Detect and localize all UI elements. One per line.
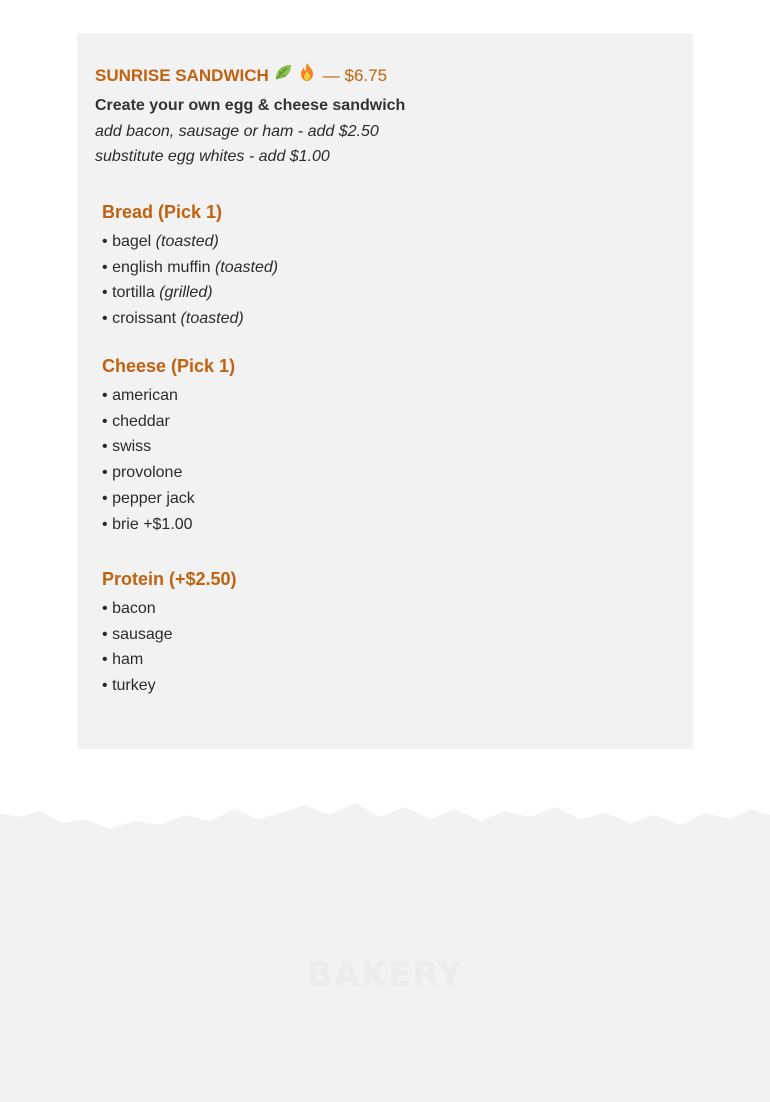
addon-meat: add bacon, sausage or ham - add $2.50 (95, 122, 379, 140)
list-item: • tortilla (grilled) (102, 284, 213, 302)
section-title-cheese: Cheese (Pick 1) (102, 356, 236, 376)
bread-section (102, 199, 278, 332)
list-item: • english muffin (toasted) (102, 258, 279, 276)
list-item: • ham (102, 651, 144, 669)
list-item: • croissant (toasted) (102, 310, 244, 328)
footer-logo: BAKERY (306, 955, 464, 995)
leaf-icon (273, 62, 293, 82)
item-title (95, 63, 387, 89)
fire-icon (297, 62, 317, 82)
brush-edge-decoration (0, 795, 770, 1102)
bread-list (102, 229, 278, 332)
cheese-list (102, 383, 235, 537)
section-title-protein: Protein (+$2.50) (102, 569, 237, 589)
item-name: SUNRISE SANDWICH (95, 66, 269, 85)
item-description: Create your own egg & cheese sandwich (95, 97, 406, 114)
menu-card (77, 33, 693, 749)
protein-list (102, 596, 237, 699)
list-item: • swiss (102, 438, 152, 456)
list-item: • turkey (102, 677, 156, 695)
footer (0, 795, 770, 1102)
list-item: • provolone (102, 464, 183, 482)
list-item: • pepper jack (102, 489, 195, 507)
item-price: — $6.75 (322, 66, 388, 85)
list-item: • cheddar (102, 412, 170, 430)
addon-egg-whites: substitute egg whites - add $1.00 (95, 148, 330, 165)
protein-section (102, 566, 237, 699)
list-item: • bacon (102, 600, 156, 617)
list-item: • brie +$1.00 (102, 515, 193, 533)
list-item: • american (102, 387, 178, 404)
section-title-bread: Bread (Pick 1) (102, 202, 223, 222)
cheese-section (102, 353, 235, 537)
list-item: • bagel (toasted) (102, 233, 219, 250)
item-description-block (95, 93, 405, 170)
list-item: • sausage (102, 625, 173, 643)
